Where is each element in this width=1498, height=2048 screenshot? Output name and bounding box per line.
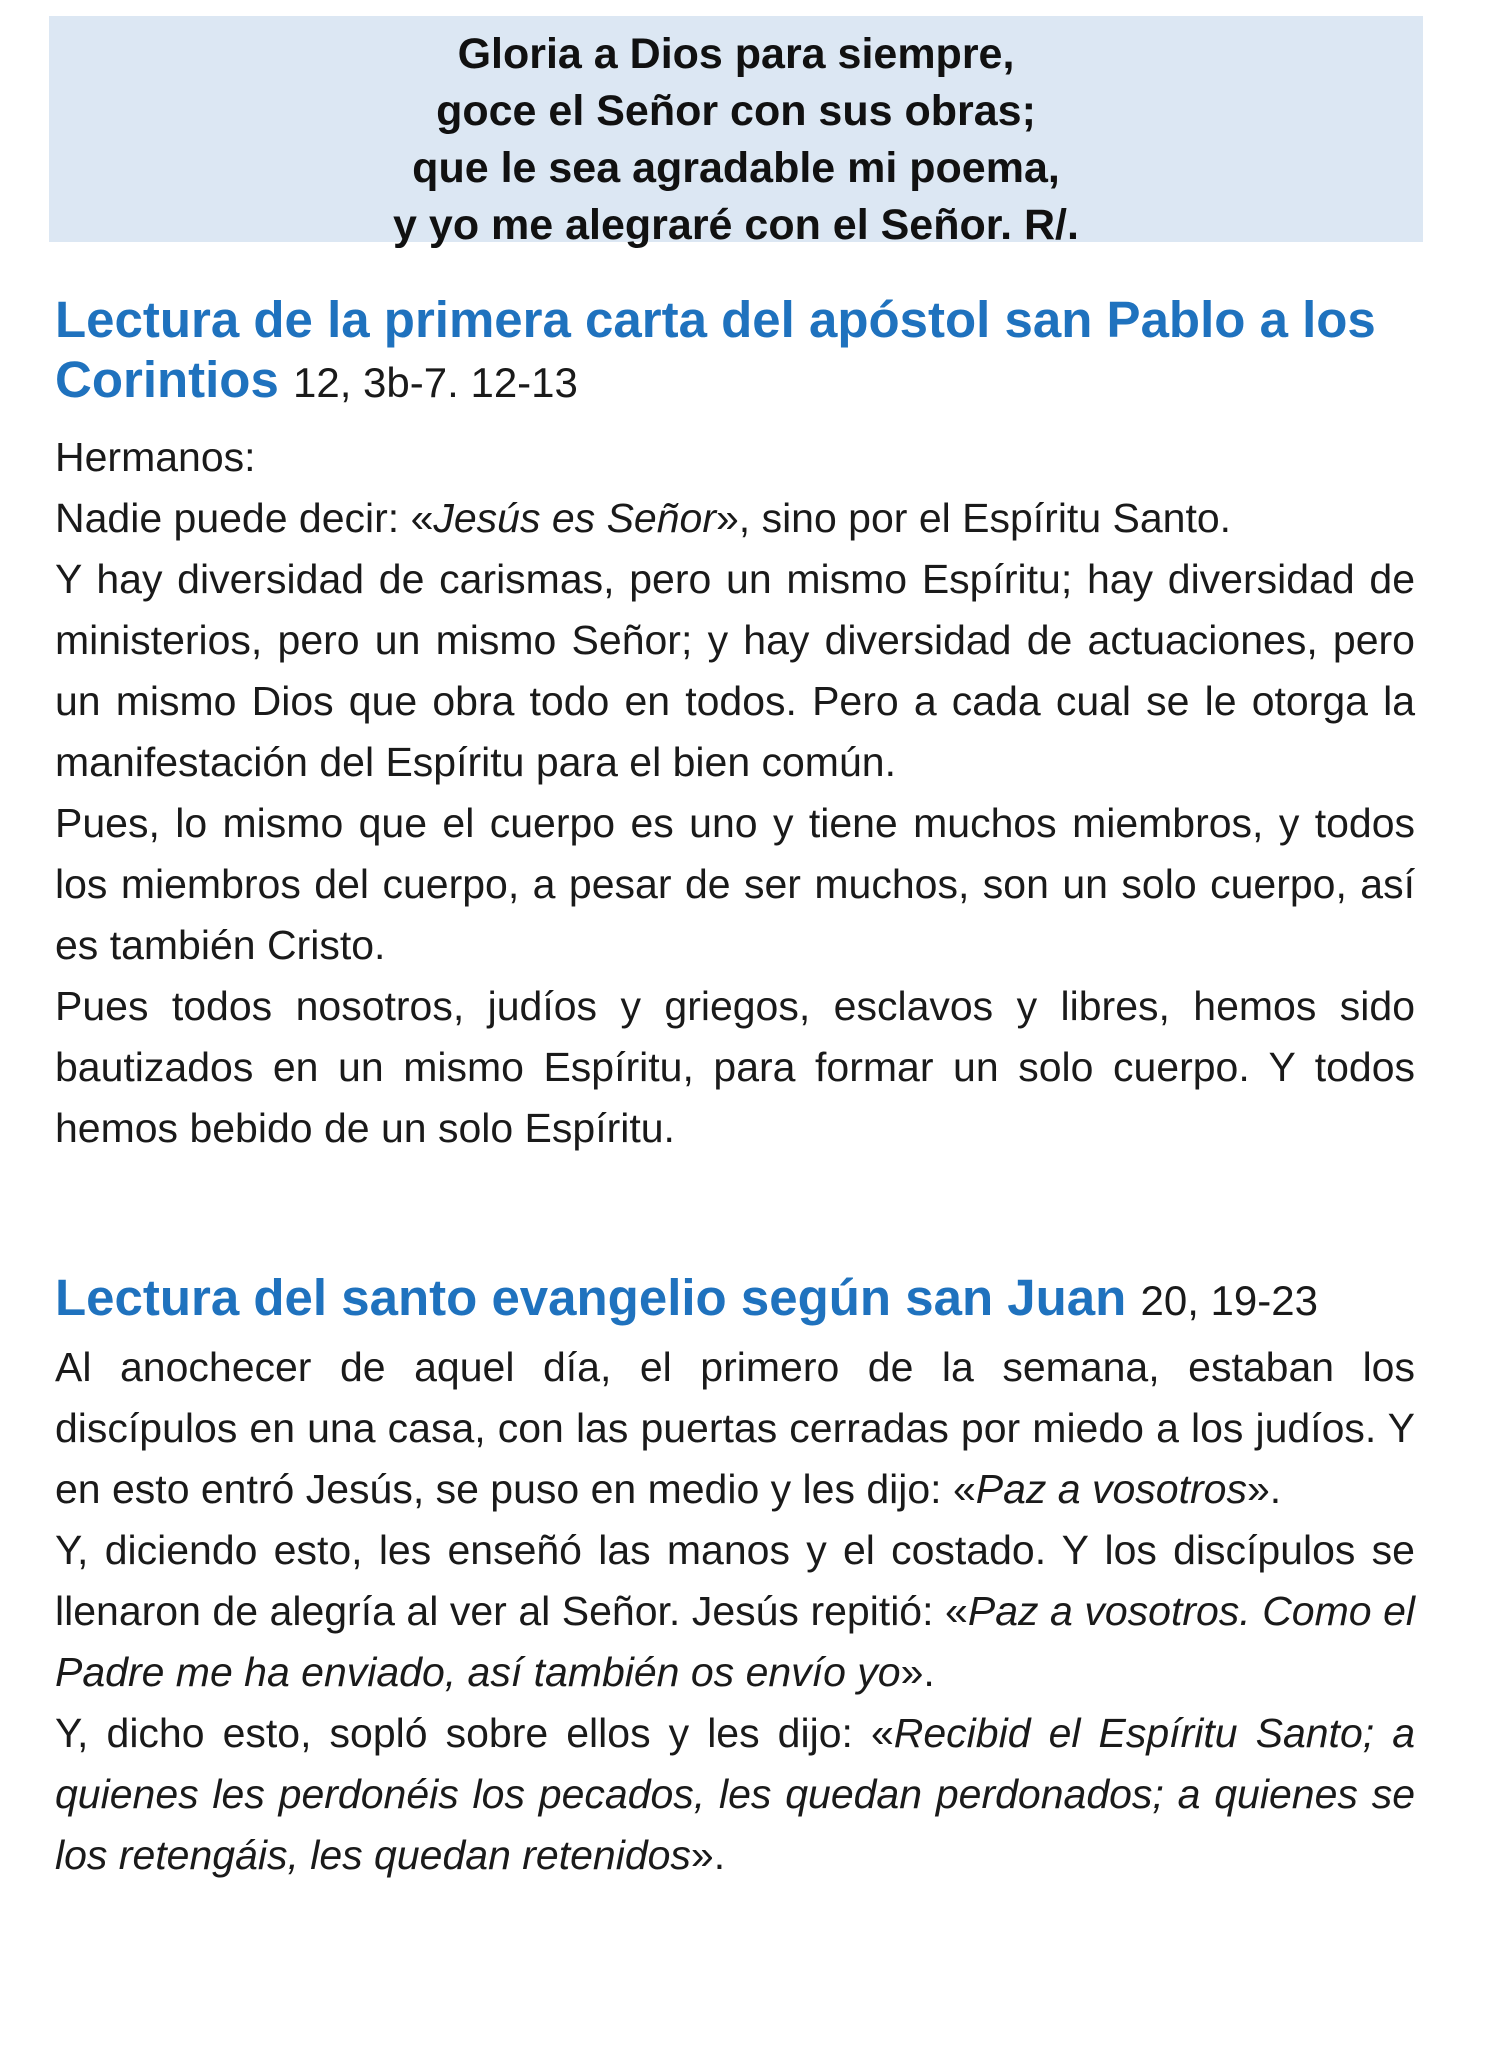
reading-reference: 12, 3b-7. 12-13 bbox=[293, 359, 578, 406]
paragraph bbox=[55, 1337, 1415, 1520]
psalm-line: que le sea agradable mi poema, bbox=[412, 144, 1060, 192]
paragraph bbox=[55, 488, 1415, 549]
paragraph bbox=[55, 1520, 1415, 1703]
paragraph-text: ». bbox=[900, 1649, 935, 1695]
reading-heading bbox=[55, 290, 1415, 413]
psalm-line: y yo me alegraré con el Señor. R/. bbox=[393, 201, 1079, 249]
first-reading bbox=[55, 290, 1415, 1159]
quoted-text: Paz a vosotros bbox=[975, 1466, 1247, 1512]
reading-body bbox=[55, 427, 1415, 1159]
quoted-text: Jesús es Señor bbox=[433, 495, 716, 541]
reading-reference: 20, 19-23 bbox=[1140, 1277, 1318, 1324]
quoted-text: Paz a vosotros. Como el Padre me ha enviado, así también os envío yo bbox=[55, 1588, 1416, 1695]
reading-heading bbox=[55, 1268, 1415, 1331]
greeting: Hermanos: bbox=[55, 434, 256, 480]
gospel-reading bbox=[55, 1268, 1415, 1886]
paragraph-text: ». bbox=[690, 1832, 726, 1878]
reading-body bbox=[55, 1337, 1415, 1886]
paragraph: Pues, lo mismo que el cuerpo es uno y tiene muchos miembros, y todos los miembros del cuerpo, a pesar de ser muchos, son un solo cuerpo, así es también Cristo. bbox=[55, 800, 1415, 968]
paragraph-text: Y, diciendo esto, les enseñó las manos y el costado. Y los discípulos se llenaron de alegría al ver al Señor. Jesús repitió: « bbox=[55, 1527, 1415, 1634]
paragraph-text: ». bbox=[1246, 1466, 1282, 1512]
psalm-line: Gloria a Dios para siempre, bbox=[457, 30, 1015, 78]
psalm-box bbox=[49, 16, 1423, 249]
reading-title: Lectura del santo evangelio según san Juan bbox=[55, 1269, 1127, 1326]
quoted-text: Recibid el Espíritu Santo; a quienes les perdonéis los pecados, les quedan perdonados; a quienes se los retengáis, les quedan retenidos bbox=[55, 1710, 1416, 1878]
paragraph: Y hay diversidad de carismas, pero un mismo Espíritu; hay diversidad de ministerios, pero un mismo Señor; y hay diversidad de actuaciones, pero un mismo Dios que obra todo en todos. Pero a cada cual se le otorga la manifestación del Espíritu para el bien común. bbox=[55, 556, 1415, 785]
paragraph bbox=[55, 1703, 1415, 1886]
psalm-line: goce el Señor con sus obras; bbox=[436, 87, 1036, 135]
paragraph-text: Al anochecer de aquel día, el primero de la semana, estaban los discípulos en una casa, con las puertas cerradas por miedo a los judíos. Y en esto entró Jesús, se puso en medio y les dijo: « bbox=[55, 1344, 1415, 1512]
paragraph-text: », sino por el Espíritu Santo. bbox=[715, 495, 1232, 541]
paragraph-text: Y, dicho esto, sopló sobre ellos y les dijo: « bbox=[55, 1710, 894, 1756]
paragraph: Pues todos nosotros, judíos y griegos, esclavos y libres, hemos sido bautizados en un mismo Espíritu, para formar un solo cuerpo. Y todos hemos bebido de un solo Espíritu. bbox=[55, 983, 1415, 1151]
reading-title: Lectura de la primera carta del apóstol san Pablo a los Corintios bbox=[55, 291, 1376, 408]
paragraph-text: Nadie puede decir: « bbox=[55, 495, 434, 541]
